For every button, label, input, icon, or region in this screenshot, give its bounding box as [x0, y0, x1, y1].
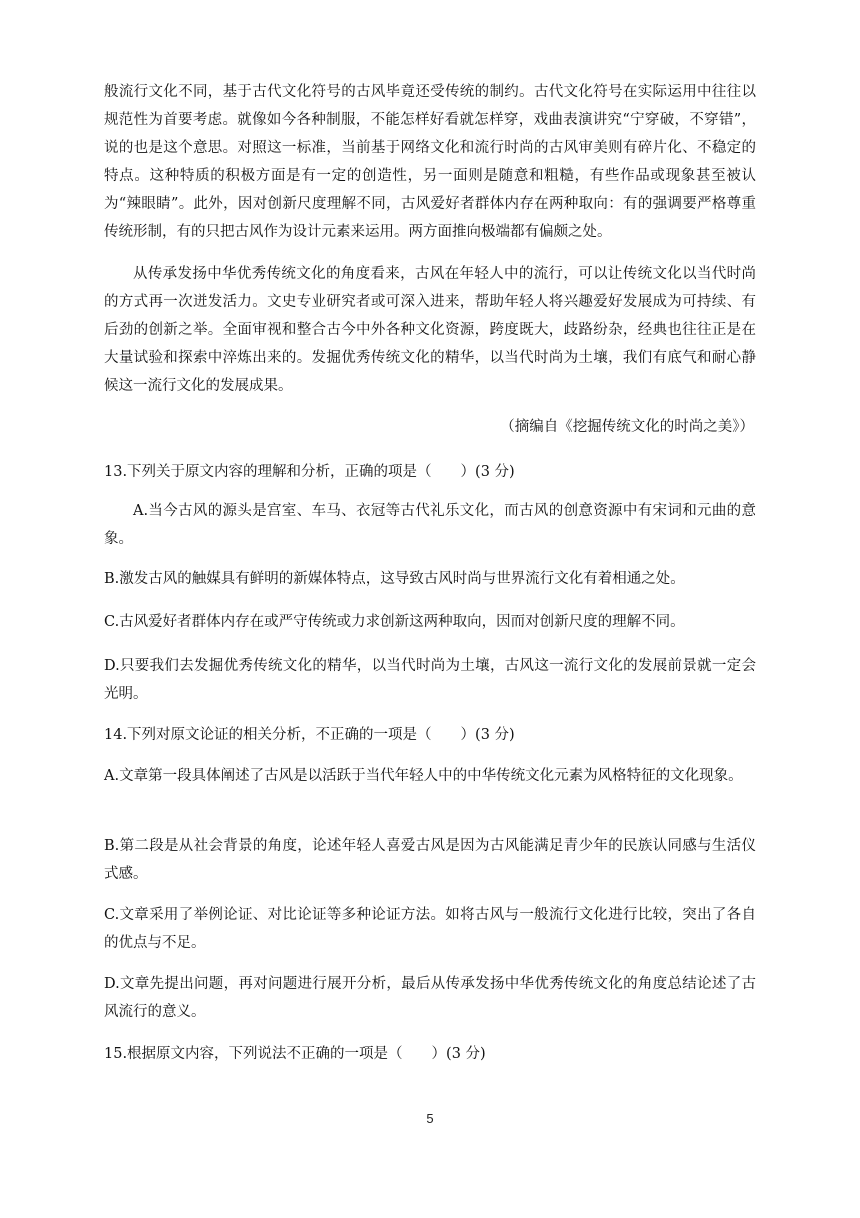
question-14-option-c: C.文章采用了举例论证、对比论证等多种论证方法。如将古风与一般流行文化进行比较，突出了各自的优点与不足。: [104, 907, 756, 951]
passage-paragraph-1: 般流行文化不同，基于古代文化符号的古风毕竟还受传统的制约。古代文化符号在实际运用中往往以规范性为首要考虑。就像如今各种制服，不能怎样好看就怎样穿，戏曲表演讲究“宁穿破，不穿错”，说的也是这个意思。对照这一标准，当前基于网络文化和流行时尚的古风审美则有碎片化、不稳定的特点。这种特质的积极方面是有一定的创造性，另一面则是随意和粗糙，有些作品或现象甚至被认为“辣眼睛”。此外，因对创新尺度理解不同，古风爱好者群体内存在两种取向：有的强调要严格尊重传统形制，有的只把古风作为设计元素来运用。两方面推向极端都有偏颇之处。: [104, 84, 756, 240]
passage-source: （摘编自《挖掘传统文化的时尚之美》）: [500, 419, 754, 435]
question-13-option-d: D.只要我们去发掘优秀传统文化的精华，以当代时尚为土壤，古风这一流行文化的发展前景就一定会光明。: [104, 658, 756, 702]
question-15-stem: 15.根据原文内容，下列说法不正确的一项是（ ）(3 分): [104, 1046, 486, 1062]
question-14-option-b: B.第二段是从社会背景的角度，论述年轻人喜爱古风是因为古风能满足青少年的民族认同感与生活仪式感。: [104, 838, 756, 882]
question-13-option-c: C.古风爱好者群体内存在或严守传统或力求创新这两种取向，因而对创新尺度的理解不同。: [104, 614, 685, 630]
question-14-option-d: D.文章先提出问题，再对问题进行展开分析，最后从传承发扬中华优秀传统文化的角度总结论述了古风流行的意义。: [104, 976, 756, 1020]
question-13-stem: 13.下列关于原文内容的理解和分析，正确的项是（ ）(3 分): [104, 464, 515, 480]
question-13-option-a: A.当今古风的源头是宫室、车马、衣冠等古代礼乐文化，而古风的创意资源中有宋词和元曲的意象。: [104, 503, 756, 547]
passage-paragraph-2: 从传承发扬中华优秀传统文化的角度看来，古风在年轻人中的流行，可以让传统文化以当代时尚的方式再一次迸发活力。文史专业研究者或可深入进来，帮助年轻人将兴趣爱好发展成为可持续、有后劲的创新之举。全面审视和整合古今中外各种文化资源，跨度既大，歧路纷杂，经典也往往正是在大量试验和探索中淬炼出来的。发掘优秀传统文化的精华，以当代时尚为土壤，我们有底气和耐心静候这一流行文化的发展成果。: [104, 266, 756, 394]
question-13-option-b: B.激发古风的触媒具有鲜明的新媒体特点，这导致古风时尚与世界流行文化有着相通之处。: [104, 571, 685, 587]
page-number: 5: [426, 1111, 434, 1126]
question-14-option-a: A.文章第一段具体阐述了古风是以活跃于当代年轻人中的中华传统文化元素为风格特征的文化现象。: [104, 768, 743, 784]
question-14-stem: 14.下列对原文论证的相关分析，不正确的一项是（ ）(3 分): [104, 727, 515, 743]
